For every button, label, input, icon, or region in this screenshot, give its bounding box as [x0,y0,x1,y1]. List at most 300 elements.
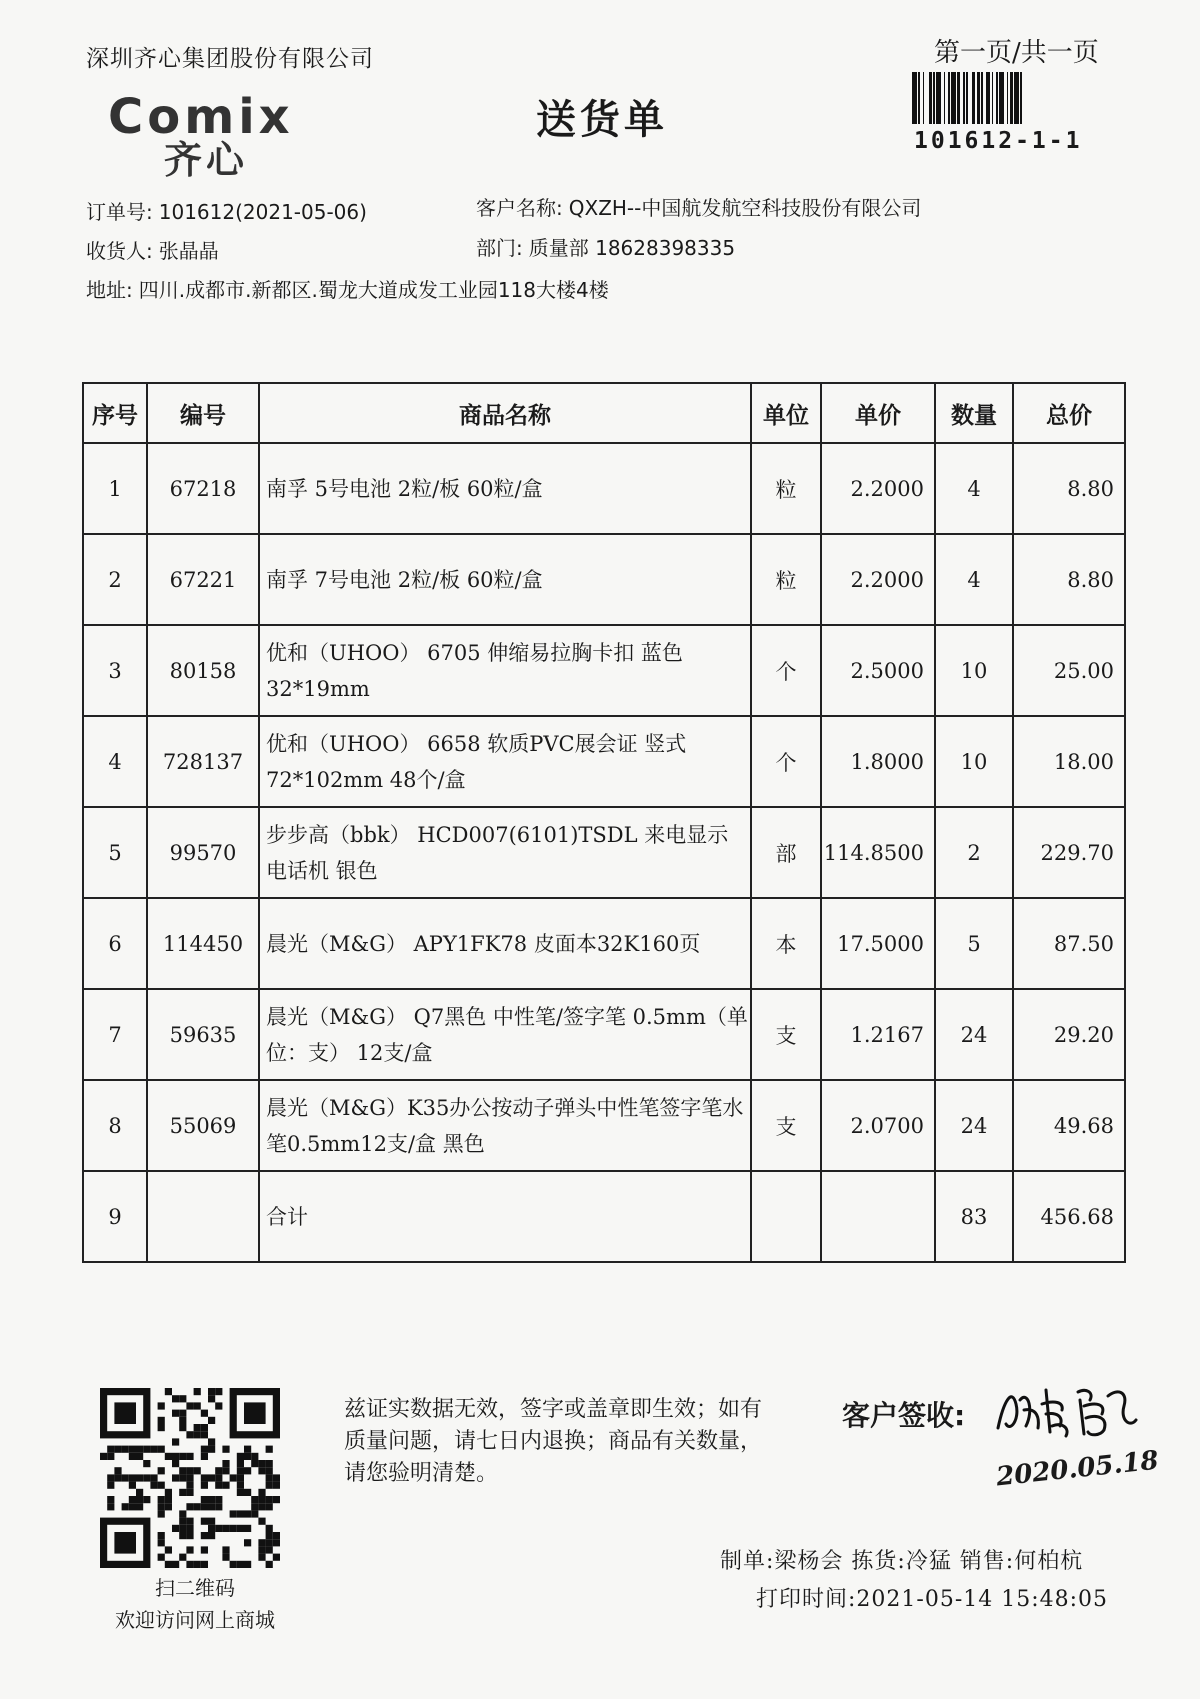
cell-unit: 粒 [751,443,821,534]
qr-module [258,1554,265,1561]
qr-module [208,1525,215,1532]
cell-name: 合计 [259,1171,751,1262]
qr-module [251,1496,258,1503]
column-header: 单位 [751,383,821,443]
qr-module [179,1532,186,1539]
qr-module [251,1460,258,1467]
barcode-image [912,72,1126,124]
qr-module [201,1446,208,1453]
qr-module [179,1474,186,1481]
table-header-row [83,383,1125,443]
qr-module [258,1460,265,1467]
order-number-value: 101612(2021-05-06) [158,200,367,224]
logo-english: Comix [108,89,294,145]
qr-module [237,1525,244,1532]
qr-module [122,1474,129,1481]
customer-label: 客户名称: [476,196,563,220]
notice-text: 兹证实数据无效，签字或盖章即生效；如有质量问题，请七日内退换；商品有关数量，请您验明清楚。 [344,1397,763,1486]
cell-name: 南孚 5号电池 2粒/板 60粒/盒 [259,443,751,534]
qr-module [143,1474,150,1481]
qr-module [158,1482,165,1489]
qr-module [136,1446,143,1453]
qr-module [266,1546,273,1553]
qr-module [194,1402,201,1409]
sign-date: 2020.05.18 [994,1445,1160,1493]
qr-module [208,1417,215,1424]
cell-name: 优和（UHOO） 6658 软质PVC展会证 竖式 72*102mm 48个/盒 [259,716,751,807]
table-row [83,1080,1125,1171]
qr-module [244,1489,251,1496]
column-header: 总价 [1013,383,1125,443]
qr-module [230,1510,237,1517]
qr-module [273,1539,280,1546]
qr-module [208,1532,215,1539]
qr-module [172,1460,179,1467]
qr-module [143,1460,150,1467]
qr-module [208,1474,215,1481]
qr-module [251,1503,258,1510]
qr-module [158,1503,165,1510]
qr-module [266,1446,273,1453]
qr-module [215,1467,222,1474]
qr-module [266,1561,273,1568]
qr-code-image [100,1388,280,1568]
qr-module [165,1489,172,1496]
comix-logo [108,89,294,182]
qr-module [129,1474,136,1481]
qr-module [179,1525,186,1532]
cell-price: 17.5000 [821,898,935,989]
qr-module [230,1561,237,1568]
cell-total: 25.00 [1013,625,1125,716]
qr-module [158,1532,165,1539]
cell-code: 728137 [147,716,259,807]
cell-qty: 24 [935,989,1013,1080]
qr-module [194,1503,201,1510]
department-value: 质量部 18628398335 [528,236,736,260]
qr-module [165,1496,172,1503]
cell-no: 3 [83,625,147,716]
document-title: 送货单 [536,97,668,143]
address-label: 地址: [86,278,133,302]
page-number: 第一页/共一页 [934,38,1099,68]
qr-module [273,1496,280,1503]
qr-module [186,1532,193,1539]
qr-module [244,1467,251,1474]
column-header: 序号 [83,383,147,443]
qr-module [158,1417,165,1424]
qr-module [237,1489,244,1496]
cell-qty: 5 [935,898,1013,989]
qr-module [244,1446,251,1453]
cell-qty: 10 [935,625,1013,716]
cell-total: 49.68 [1013,1080,1125,1171]
qr-module [201,1453,208,1460]
cell-code: 55069 [147,1080,259,1171]
cell-unit: 部 [751,807,821,898]
qr-module [273,1482,280,1489]
cell-total: 8.80 [1013,534,1125,625]
qr-module [172,1561,179,1568]
qr-module [222,1460,229,1467]
table-row [83,625,1125,716]
qr-module [122,1503,129,1510]
barcode-number: 101612-1-1 [914,128,1083,154]
qr-module [237,1510,244,1517]
qr-module [215,1525,222,1532]
qr-module [222,1446,229,1453]
qr-module [136,1474,143,1481]
qr-module [237,1460,244,1467]
order-number-line [86,196,367,225]
qr-module [129,1503,136,1510]
qr-module [258,1489,265,1496]
qr-module [201,1546,208,1553]
cell-total: 8.80 [1013,443,1125,534]
cell-no: 2 [83,534,147,625]
cell-code: 67221 [147,534,259,625]
cell-code: 80158 [147,625,259,716]
qr-caption-line2: 欢迎访问网上商城 [115,1608,275,1632]
qr-module [114,1467,121,1474]
qr-module [266,1532,273,1539]
qr-module [266,1467,273,1474]
qr-module [244,1402,266,1424]
logo-chinese: 齐心 [164,138,249,182]
qr-module [222,1546,229,1553]
qr-module [114,1532,136,1554]
qr-module [194,1467,201,1474]
cell-code [147,1171,259,1262]
qr-module [129,1446,136,1453]
qr-module [208,1518,215,1525]
table-row [83,534,1125,625]
qr-module [194,1424,201,1431]
qr-module [266,1460,273,1467]
qr-module [179,1467,186,1474]
qr-module [136,1489,143,1496]
qr-module [237,1453,244,1460]
qr-module [114,1474,121,1481]
qr-module [186,1431,193,1438]
cell-qty: 4 [935,443,1013,534]
cell-code: 59635 [147,989,259,1080]
qr-module [122,1446,129,1453]
qr-module [158,1467,165,1474]
qr-module [201,1503,208,1510]
qr-module [165,1546,172,1553]
department-line [476,232,735,261]
qr-module [273,1474,280,1481]
column-header: 编号 [147,383,259,443]
cell-no: 8 [83,1080,147,1171]
qr-module [179,1424,186,1431]
qr-module [136,1496,143,1503]
qr-module [237,1474,244,1481]
qr-module [222,1554,229,1561]
qr-module [215,1402,222,1409]
qr-module [186,1489,193,1496]
qr-module [237,1561,244,1568]
qr-module [258,1539,265,1546]
qr-module [172,1474,179,1481]
qr-module [244,1510,251,1517]
qr-module [194,1431,201,1438]
table-row [83,716,1125,807]
qr-module [230,1525,237,1532]
qr-module [150,1474,157,1481]
cell-unit: 支 [751,989,821,1080]
cell-price [821,1171,935,1262]
cell-no: 1 [83,443,147,534]
company-name: 深圳齐心集团股份有限公司 [86,46,374,72]
cell-price: 2.2000 [821,443,935,534]
cell-qty: 10 [935,716,1013,807]
cell-name: 晨光（M&G） APY1FK78 皮面本32K160页 [259,898,751,989]
cell-price: 114.8500 [821,807,935,898]
customer-value: QXZH--中国航发航空科技股份有限公司 [568,196,922,220]
qr-module [186,1482,193,1489]
qr-module [186,1525,193,1532]
cell-unit: 支 [751,1080,821,1171]
qr-module [258,1496,265,1503]
qr-module [201,1518,208,1525]
cell-no: 9 [83,1171,147,1262]
qr-module [179,1410,186,1417]
qr-module [186,1518,193,1525]
qr-module [186,1467,193,1474]
qr-module [215,1503,222,1510]
qr-module [100,1453,107,1460]
qr-module [194,1388,201,1395]
qr-module [136,1503,143,1510]
address-line [86,274,609,303]
cell-no: 7 [83,989,147,1080]
qr-module [251,1453,258,1460]
cell-code: 99570 [147,807,259,898]
handwritten-signature [990,1370,1140,1450]
qr-module [258,1467,265,1474]
qr-module [244,1525,251,1532]
qr-module [258,1503,265,1510]
qr-module [237,1467,244,1474]
qr-module [179,1395,186,1402]
column-header: 商品名称 [259,383,751,443]
qr-module [230,1474,237,1481]
cell-unit: 个 [751,625,821,716]
qr-module [179,1489,186,1496]
qr-module [266,1525,273,1532]
cell-price: 2.5000 [821,625,935,716]
cell-unit: 本 [751,898,821,989]
qr-module [215,1482,222,1489]
cell-price: 2.0700 [821,1080,935,1171]
customer-sign-label: 客户签收: [842,1399,966,1432]
qr-module [186,1503,193,1510]
table-row [83,443,1125,534]
cell-code: 114450 [147,898,259,989]
qr-module [215,1496,222,1503]
qr-module [258,1518,265,1525]
qr-module [107,1503,114,1510]
qr-module [201,1496,208,1503]
qr-module [107,1453,114,1460]
qr-module [186,1453,193,1460]
cell-price: 1.2167 [821,989,935,1080]
qr-module [208,1446,215,1453]
table-row [83,989,1125,1080]
qr-module [107,1446,114,1453]
qr-module [158,1496,165,1503]
qr-module [244,1453,251,1460]
qr-module [222,1467,229,1474]
qr-module [129,1496,136,1503]
qr-module [107,1474,114,1481]
order-number-label: 订单号: [86,200,153,224]
cell-total: 87.50 [1013,898,1125,989]
cell-name: 晨光（M&G） Q7黑色 中性笔/签字笔 0.5mm（单位：支） 12支/盒 [259,989,751,1080]
qr-module [172,1395,179,1402]
qr-module [179,1510,186,1517]
qr-module [208,1388,215,1395]
qr-module [273,1554,280,1561]
qr-module [251,1510,258,1517]
staff-line: 制单:梁杨会 拣货:冷猛 销售:何柏杭 [720,1549,1084,1574]
cell-unit [751,1171,821,1262]
cell-total: 29.20 [1013,989,1125,1080]
qr-module [208,1438,215,1445]
qr-module [172,1438,179,1445]
qr-module [222,1482,229,1489]
qr-module [158,1446,165,1453]
qr-module [201,1482,208,1489]
qr-module [158,1510,165,1517]
customer-line [476,192,921,221]
qr-module [258,1546,265,1553]
cell-qty: 24 [935,1080,1013,1171]
qr-module [172,1525,179,1532]
qr-module [114,1446,121,1453]
department-label: 部门: [476,236,523,260]
cell-unit: 个 [751,716,821,807]
cell-name: 步步高（bbk） HCD007(6101)TSDL 来电显示电话机 银色 [259,807,751,898]
cell-price: 2.2000 [821,534,935,625]
cell-no: 6 [83,898,147,989]
qr-module [244,1539,251,1546]
cell-no: 5 [83,807,147,898]
qr-module [107,1496,114,1503]
qr-module [201,1410,208,1417]
qr-module [237,1482,244,1489]
barcode-gap [1022,72,1025,124]
qr-module [201,1561,208,1568]
qr-module [129,1453,136,1460]
qr-module [158,1424,165,1431]
qr-module [129,1482,136,1489]
qr-module [266,1482,273,1489]
table-row [83,898,1125,989]
consignee-line [86,235,219,264]
cell-total: 229.70 [1013,807,1125,898]
qr-module [107,1482,114,1489]
qr-module [158,1539,165,1546]
table-row [83,807,1125,898]
qr-module [201,1424,208,1431]
column-header: 单价 [821,383,935,443]
qr-module [208,1503,215,1510]
qr-module [194,1561,201,1568]
qr-module [179,1417,186,1424]
qr-module [179,1518,186,1525]
qr-module [143,1496,150,1503]
qr-module [266,1474,273,1481]
cell-qty: 83 [935,1171,1013,1262]
cell-code: 67218 [147,443,259,534]
qr-module [244,1561,251,1568]
qr-module [158,1554,165,1561]
qr-module [201,1431,208,1438]
qr-module [215,1474,222,1481]
qr-module [136,1453,143,1460]
qr-module [165,1561,172,1568]
qr-module [208,1395,215,1402]
qr-module [143,1446,150,1453]
qr-module [179,1453,186,1460]
cell-unit: 粒 [751,534,821,625]
qr-module [179,1554,186,1561]
qr-module [266,1503,273,1510]
cell-name: 优和（UHOO） 6705 伸缩易拉胸卡扣 蓝色 32*19mm [259,625,751,716]
qr-module [158,1402,165,1409]
column-header: 数量 [935,383,1013,443]
qr-module [150,1482,157,1489]
cell-price: 1.8000 [821,716,935,807]
qr-module [273,1532,280,1539]
consignee-label: 收货人: [86,239,153,263]
address-value: 四川.成都市.新都区.蜀龙大道成发工业园118大楼4楼 [138,278,609,302]
qr-caption [90,1572,300,1636]
cell-qty: 2 [935,807,1013,898]
qr-module [266,1539,273,1546]
cell-qty: 4 [935,534,1013,625]
qr-module [201,1532,208,1539]
qr-module [201,1474,208,1481]
qr-module [114,1402,136,1424]
cell-total: 456.68 [1013,1171,1125,1262]
qr-module [165,1388,172,1395]
qr-module [208,1496,215,1503]
qr-module [186,1402,193,1409]
consignee-value: 张晶晶 [158,239,219,263]
qr-module [215,1388,222,1395]
cell-no: 4 [83,716,147,807]
cell-name: 晨光（M&G）K35办公按动子弹头中性笔签字笔水笔0.5mm12支/盒 黑色 [259,1080,751,1171]
qr-module [172,1410,179,1417]
qr-module [186,1561,193,1568]
qr-module [165,1503,172,1510]
qr-module [266,1496,273,1503]
cell-name: 南孚 7号电池 2粒/板 60粒/盒 [259,534,751,625]
qr-module [222,1525,229,1532]
qr-module [165,1453,172,1460]
qr-module [186,1474,193,1481]
print-time: 打印时间:2021-05-14 15:48:05 [756,1587,1109,1612]
qr-module [186,1546,193,1553]
qr-module [172,1453,179,1460]
goods-table [82,382,1126,1263]
table-total-row [83,1171,1125,1262]
cell-total: 18.00 [1013,716,1125,807]
